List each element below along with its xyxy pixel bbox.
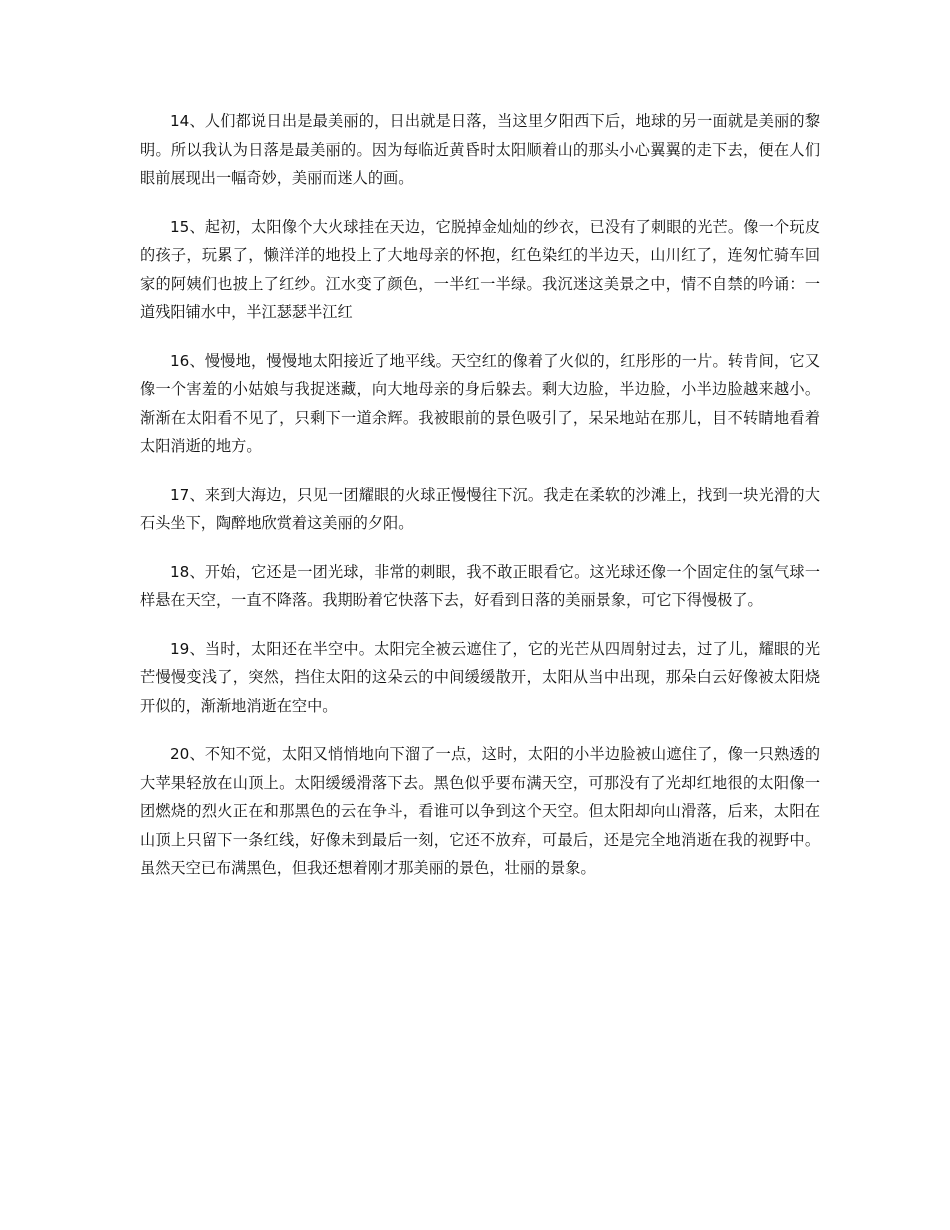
paragraph-16 — [140, 347, 820, 461]
paragraph-14 — [140, 107, 820, 193]
paragraph-number: 18、 — [170, 562, 205, 581]
paragraph-text: 来到大海边，只见一团耀眼的火球正慢慢往下沉。我走在柔软的沙滩上，找到一块光滑的大石头坐下，陶醉地欣赏着这美丽的夕阳。 — [140, 485, 821, 532]
paragraph-number: 15、 — [170, 217, 205, 236]
paragraph-text: 不知不觉，太阳又悄悄地向下溜了一点，这时，太阳的小半边脸被山遮住了，像一只熟透的大苹果轻放在山顶上。太阳缓缓滑落下去。黑色似乎要布满天空，可那没有了光却红地很的太阳像一团燃烧的烈火正在和那黑色的云在争斗，看谁可以争到这个天空。但太阳却向山滑落，后来，太阳在山顶上只留下一条红线，好像未到最后一刻，它还不放弃，可最后，还是完全地消逝在我的视野中。虽然天空已布满黑色，但我还想着刚才那美丽的景色，壮丽的景象。 — [140, 745, 821, 877]
paragraph-text: 慢慢地，慢慢地太阳接近了地平线。天空红的像着了火似的，红彤彤的一片。转肯间，它又像一个害羞的小姑娘与我捉迷藏，向大地母亲的身后躲去。剩大边脸，半边脸，小半边脸越来越小。渐渐在太阳看不见了，只剩下一道余辉。我被眼前的景色吸引了，呆呆地站在那儿，目不转睛地看着太阳消逝的地方。 — [140, 351, 821, 455]
paragraph-number: 19、 — [170, 639, 205, 658]
paragraph-text: 当时，太阳还在半空中。太阳完全被云遮住了，它的光芒从四周射过去，过了儿，耀眼的光芒慢慢变浅了，突然，挡住太阳的这朵云的中间缓缓散开，太阳从当中出现，那朵白云好像被太阳烧开似的，渐渐地消逝在空中。 — [140, 639, 821, 715]
paragraph-17 — [140, 481, 820, 538]
paragraph-18 — [140, 558, 820, 615]
paragraph-15 — [140, 213, 820, 327]
paragraph-text: 起初，太阳像个大火球挂在天边，它脱掉金灿灿的纱衣，已没有了刺眼的光芒。像一个玩皮的孩子，玩累了，懒洋洋的地投上了大地母亲的怀抱，红色染红的半边天，山川红了，连匆忙骑车回家的阿姨们也披上了红纱。江水变了颜色，一半红一半绿。我沉迷这美景之中，情不自禁的吟诵：一道残阳铺水中，半江瑟瑟半江红 — [140, 217, 821, 321]
paragraph-number: 16、 — [170, 351, 205, 370]
document-body — [140, 107, 820, 903]
paragraph-number: 14、 — [170, 112, 205, 130]
paragraph-number: 20、 — [170, 745, 205, 763]
paragraph-19 — [140, 635, 820, 721]
paragraph-text: 人们都说日出是最美丽的，日出就是日落，当这里夕阳西下后，地球的另一面就是美丽的黎明。所以我认为日落是最美丽的。因为每临近黄昏时太阳顺着山的那头小心翼翼的走下去，便在人们眼前展现出一幅奇妙，美丽而迷人的画。 — [140, 112, 821, 187]
paragraph-text: 开始，它还是一团光球，非常的刺眼，我不敢正眼看它。这光球还像一个固定住的氢气球一样悬在天空，一直不降落。我期盼着它快落下去，好看到日落的美丽景象，可它下得慢极了。 — [140, 562, 821, 609]
paragraph-number: 17、 — [170, 485, 205, 504]
paragraph-20 — [140, 740, 820, 883]
